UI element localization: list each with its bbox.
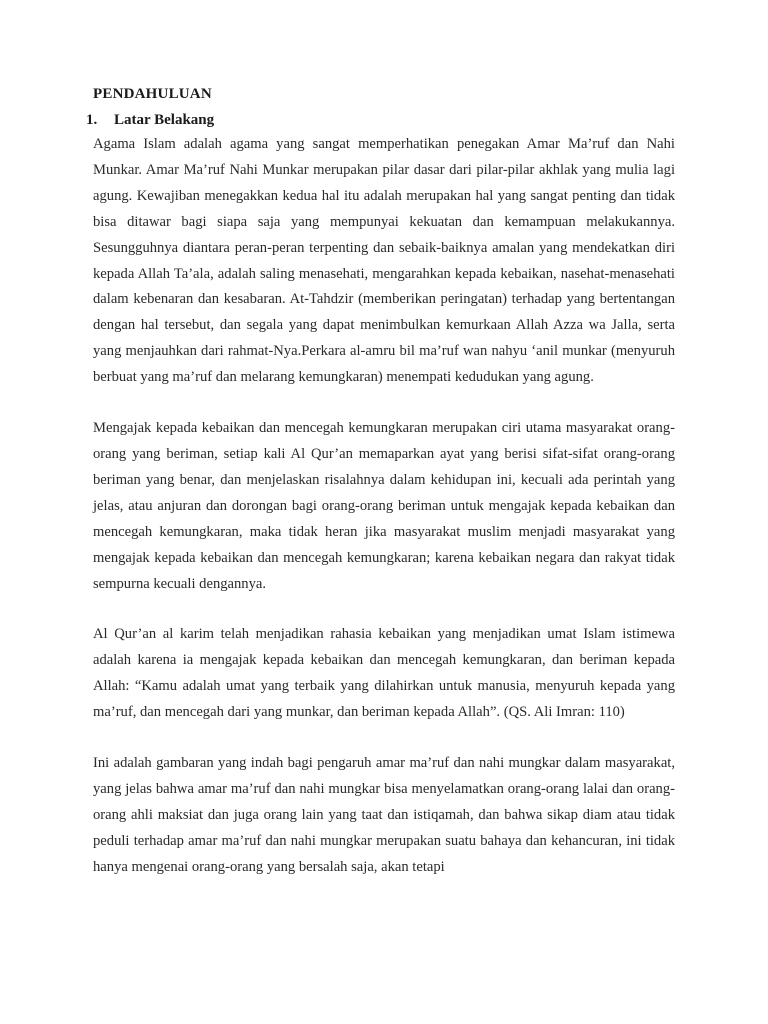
section-heading	[86, 112, 214, 129]
paragraph-4: Ini adalah gambaran yang indah bagi pengaruh amar ma’ruf dan nahi mungkar dalam masyarakat, yang jelas bahwa amar ma’ruf dan nahi mungkar bisa menyelamatkan orang-orang lalai dan orang-orang ahli maksiat dan juga orang lain yang taat dan istiqamah, dan bahwa sikap diam atau tidak peduli terhadap amar ma’ruf dan nahi mungkar merupakan suatu bahaya dan kehancuran, ini tidak hanya mengenai orang-orang yang bersalah saja, akan tetapi	[93, 755, 675, 875]
body-text	[93, 132, 675, 906]
section-number: 1.	[86, 112, 98, 128]
paragraph-2: Mengajak kepada kebaikan dan mencegah kemungkaran merupakan ciri utama masyarakat orang-orang yang beriman, setiap kali Al Qur’an memaparkan ayat yang berisi sifat-sifat orang-orang beriman yang benar, dan menjelaskan risalahnya dalam kehidupan ini, kecuali ada perintah yang jelas, atau anjuran dan dorongan bagi orang-orang beriman untuk mengajak kepada kebaikan dan mencegah kemungkaran, maka tidak heran jika masyarakat muslim menjadi masyarakat yang mengajak kepada kebaikan dan mencegah kemungkaran; karena kebaikan negara dan rakyat tidak sempurna kecuali dengannya.	[93, 420, 675, 592]
paragraph-3: Al Qur’an al karim telah menjadikan rahasia kebaikan yang menjadikan umat Islam istimewa adalah karena ia mengajak kepada kebaikan dan mencegah kemungkaran, dan beriman kepada Allah: “Kamu adalah umat yang terbaik yang dilahirkan untuk manusia, menyuruh kepada yang ma’ruf, dan mencegah dari yang munkar, dan beriman kepada Allah”. (QS. Ali Imran: 110)	[93, 626, 675, 721]
paragraph-1: Agama Islam adalah agama yang sangat memperhatikan penegakan Amar Ma’ruf dan Nahi Munkar. Amar Ma’ruf Nahi Munkar merupakan pilar dasar dari pilar-pilar akhlak yang mulia lagi agung. Kewajiban menegakkan kedua hal itu adalah merupakan hal yang sangat penting dan tidak bisa ditawar bagi siapa saja yang mempunyai kekuatan dan kemampuan melakukannya. Sesungguhnya diantara peran-peran terpenting dan sebaik-baiknya amalan yang mendekatkan diri kepada Allah Ta’ala, adalah saling menasehati, mengarahkan kepada kebaikan, nasehat-menasehati dalam kebenaran dan kesabaran. At-Tahdzir (memberikan peringatan) terhadap yang bertentangan dengan hal tersebut, dan segala yang dapat menimbulkan kemurkaan Allah Azza wa Jalla, serta yang menjauhkan dari rahmat-Nya.Perkara al-amru bil ma’ruf wan nahyu ‘anil munkar (menyuruh berbuat yang ma’ruf dan melarang kemungkaran) menempati kedudukan yang agung.	[93, 136, 675, 386]
section-title: Latar Belakang	[114, 112, 215, 128]
document-heading: PENDAHULUAN	[93, 86, 212, 102]
